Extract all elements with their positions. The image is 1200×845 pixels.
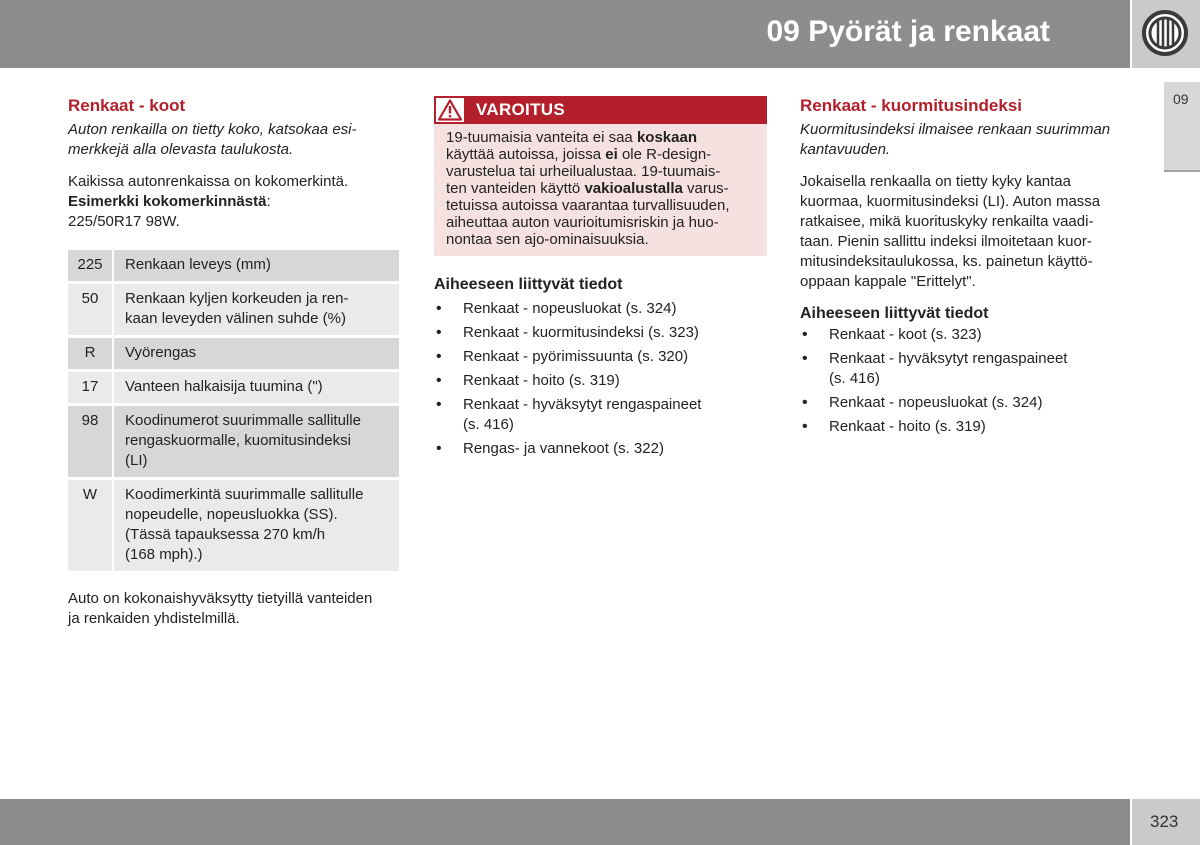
text: ole R-design- xyxy=(617,146,712,163)
related-link-text: (s. 416) xyxy=(463,416,514,433)
side-tab-label: 09 xyxy=(1173,91,1189,107)
related-link-text: • Renkaat - hyväksytyt rengaspaineet xyxy=(829,350,1068,367)
table-row xyxy=(68,372,399,403)
example-size: 225/50R17 98W. xyxy=(68,213,180,230)
size-description xyxy=(112,338,399,369)
related-link-text: • Renkaat - hyväksytyt rengaspaineet xyxy=(463,396,702,413)
related-info-title: Aiheeseen liittyvät tiedot xyxy=(800,305,989,322)
related-link[interactable] xyxy=(800,349,1140,389)
text: ten vanteiden käyttö xyxy=(446,180,585,197)
description-line: kaan leveyden välinen suhde (%) xyxy=(125,310,346,327)
column-warning xyxy=(434,92,767,459)
related-link[interactable] xyxy=(434,439,767,459)
tyre-icon xyxy=(1140,8,1190,58)
related-link[interactable] xyxy=(434,371,767,391)
related-link[interactable] xyxy=(434,299,767,319)
warning-line: tetuissa autoissa vaarantaa turvallisuuden, xyxy=(446,197,730,214)
description-line: nopeudelle, nopeusluokka (SS). xyxy=(125,506,338,523)
chapter-side-tab xyxy=(1164,82,1200,172)
chapter-header xyxy=(0,0,1130,68)
warning-line: aiheuttaa auton vaurioitumisriskin ja huo- xyxy=(446,214,719,231)
load-index-intro xyxy=(800,120,1140,160)
intro-line: merkkejä alla olevasta taulukosta. xyxy=(68,141,294,158)
related-links-list xyxy=(434,299,767,459)
chapter-title: 09 Pyörät ja renkaat xyxy=(766,15,1050,48)
para-line: ja renkaiden yhdistelmillä. xyxy=(68,610,240,627)
tyre-sizes-intro xyxy=(68,120,400,160)
related-links-list xyxy=(800,325,1140,437)
text: varus- xyxy=(682,180,729,197)
approval-paragraph xyxy=(68,589,400,629)
related-link-text: • Renkaat - koot (s. 323) xyxy=(829,326,982,343)
emphasis: koskaan xyxy=(636,129,697,146)
related-link[interactable] xyxy=(800,393,1140,413)
size-code: R xyxy=(68,338,112,369)
para-line: oppaan kappale "Erittelyt". xyxy=(800,273,976,290)
size-description xyxy=(112,480,399,571)
para-line: kuormaa, kuormitusindeksi (LI). Auton massa xyxy=(800,193,1101,210)
description-line: (Tässä tapauksessa 270 km/h xyxy=(125,526,326,543)
warning-line xyxy=(446,146,755,163)
warning-line: varustelua tai urheilualustaa. 19-tuumais- xyxy=(446,163,721,180)
column-load-index xyxy=(800,92,1140,437)
column-tyre-sizes xyxy=(68,92,400,629)
intro-line: Auton renkailla on tietty koko, katsokaa esi- xyxy=(68,121,357,138)
related-link[interactable] xyxy=(434,323,767,343)
size-marking-paragraph xyxy=(68,172,400,232)
table-row xyxy=(68,250,399,281)
size-code: W xyxy=(68,480,112,571)
warning-line: nontaa sen ajo-ominaisuuksia. xyxy=(446,231,649,248)
warning-icon-frame xyxy=(434,96,466,124)
table-row xyxy=(68,480,399,571)
table-row xyxy=(68,338,399,369)
tyre-size-table xyxy=(68,247,399,574)
size-description xyxy=(112,250,399,281)
related-link-text: • Renkaat - kuormitusindeksi (s. 323) xyxy=(463,324,699,341)
emphasis: ei xyxy=(605,146,618,163)
para-line: mitusindeksitaulukossa, ks. painetun käyttö- xyxy=(800,253,1093,270)
related-link[interactable] xyxy=(800,325,1140,345)
para-line: Jokaisella renkaalla on tietty kyky kantaa xyxy=(800,173,1071,190)
size-code: 17 xyxy=(68,372,112,403)
size-description xyxy=(112,406,399,477)
related-link-text: • Renkaat - nopeusluokat (s. 324) xyxy=(829,394,1043,411)
chapter-icon-box xyxy=(1132,0,1200,68)
related-link-text: • Rengas- ja vannekoot (s. 322) xyxy=(463,440,664,457)
related-info-title: Aiheeseen liittyvät tiedot xyxy=(434,276,623,293)
emphasis: vakioalustalla xyxy=(584,180,683,197)
related-link-text: • Renkaat - nopeusluokat (s. 324) xyxy=(463,300,677,317)
description-line: Vyörengas xyxy=(125,344,197,361)
warning-line xyxy=(446,180,755,197)
related-link[interactable] xyxy=(800,417,1140,437)
section-title-load-index: Renkaat - kuormitusindeksi xyxy=(800,96,1023,115)
intro-line: Kuormitusindeksi ilmaisee renkaan suurimman xyxy=(800,121,1111,138)
example-label: Esimerkki kokomerkinnästä xyxy=(68,193,267,210)
size-description xyxy=(112,372,399,403)
page-number: 323 xyxy=(1150,812,1179,831)
warning-triangle-icon xyxy=(438,99,462,121)
related-link[interactable] xyxy=(434,347,767,367)
warning-box xyxy=(434,96,767,256)
para-line: taan. Pienin sallittu indeksi ilmoitetaan kuor- xyxy=(800,233,1092,250)
text: 19-tuumaisia vanteita ei saa xyxy=(446,129,637,146)
description-line: Renkaan kyljen korkeuden ja ren- xyxy=(125,290,349,307)
related-link-text: (s. 416) xyxy=(829,370,880,387)
para-line: Kaikissa autonrenkaissa on kokomerkintä. xyxy=(68,173,349,190)
table-row xyxy=(68,284,399,335)
load-index-paragraph xyxy=(800,172,1140,292)
warning-text xyxy=(434,124,767,256)
description-line: (LI) xyxy=(125,452,148,469)
description-line: Koodimerkintä suurimmalle sallitulle xyxy=(125,486,364,503)
warning-line xyxy=(446,129,755,146)
section-title-tyre-sizes: Renkaat - koot xyxy=(68,96,186,115)
colon: : xyxy=(266,193,271,210)
related-link-text: • Renkaat - hoito (s. 319) xyxy=(829,418,986,435)
text: käyttää autoissa, joissa xyxy=(446,146,606,163)
page-footer xyxy=(0,799,1130,845)
size-code: 98 xyxy=(68,406,112,477)
description-line: (168 mph).) xyxy=(125,546,203,563)
description-line: rengaskuormalle, kuomitusindeksi xyxy=(125,432,351,449)
description-line: Koodinumerot suurimmalle sallitulle xyxy=(125,412,361,429)
para-line: ratkaisee, mikä kuorituskyky renkailta vaadi- xyxy=(800,213,1094,230)
size-description xyxy=(112,284,399,335)
page-number-box xyxy=(1132,799,1200,845)
related-link[interactable] xyxy=(434,395,767,435)
table-row xyxy=(68,406,399,477)
size-code: 50 xyxy=(68,284,112,335)
description-line: Renkaan leveys (mm) xyxy=(125,256,271,273)
related-link-text: • Renkaat - pyörimissuunta (s. 320) xyxy=(463,348,689,365)
intro-line: kantavuuden. xyxy=(800,141,891,158)
warning-label: VAROITUS xyxy=(476,100,565,119)
para-line xyxy=(68,192,400,212)
related-link-text: • Renkaat - hoito (s. 319) xyxy=(463,372,620,389)
para-line: Auto on kokonaishyväksytty tietyillä vanteiden xyxy=(68,590,373,607)
description-line: Vanteen halkaisija tuumina (") xyxy=(125,378,323,395)
size-code: 225 xyxy=(68,250,112,281)
warning-header xyxy=(434,96,767,124)
